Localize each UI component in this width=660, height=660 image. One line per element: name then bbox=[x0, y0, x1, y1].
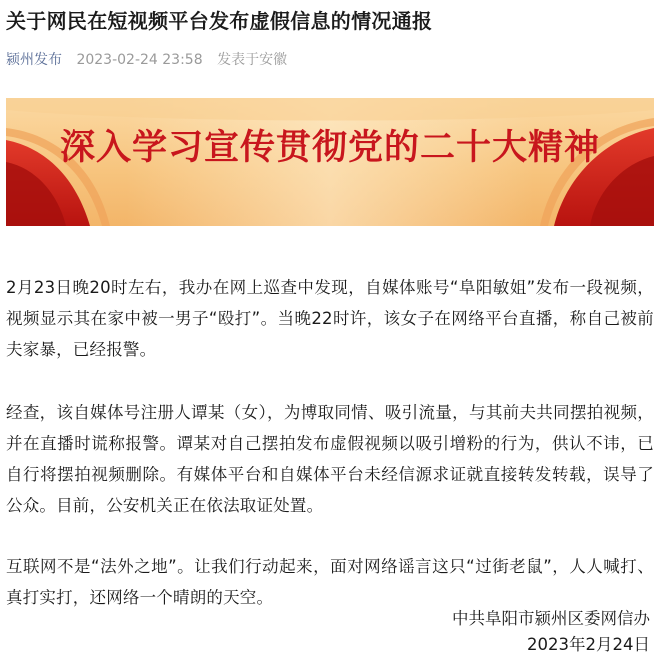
publish-location: 发表于安徽 bbox=[217, 52, 288, 68]
publish-time: 2023-02-24 23:58 bbox=[76, 52, 203, 68]
banner-slogan: 深入学习宣传贯彻党的二十大精神 bbox=[59, 127, 600, 168]
paragraph-2: 经查，该自媒体号注册人谭某（女），为博取同情、吸引流量，与其前夫共同摆拍视频，并在直播时谎称报警。谭某对自己摆拍发布虚假视频以吸引增粉的行为，供认不讳，已自行将摆拍视频删除。有媒体平台和自媒体平台未经信源求证就直接转发转载，误导了公众。目前，公安机关正在依法取证处置。 bbox=[6, 403, 654, 515]
article-title: 关于网民在短视频平台发布虚假信息的情况通报 bbox=[6, 9, 433, 33]
paragraph-1: 2月23日晚20时左右，我办在网上巡查中发现，自媒体账号“阜阳敏姐”发布一段视频，视频显示其在家中被一男子“殴打”。当晚22时许，该女子在网络平台直播，称自己被前夫家暴，已经报警。 bbox=[6, 278, 654, 359]
signature-date: 2023年2月24日 bbox=[527, 635, 650, 654]
signature-organization: 中共阜阳市颍州区委网信办 bbox=[452, 609, 650, 628]
article-body bbox=[6, 272, 654, 645]
banner-image bbox=[6, 98, 654, 226]
account-name-link[interactable]: 颍州发布 bbox=[6, 52, 62, 68]
article-meta bbox=[6, 50, 287, 70]
paragraph-3: 互联网不是“法外之地”。让我们行动起来，面对网络谣言这只“过街老鼠”，人人喊打、真打实打，还网络一个晴朗的天空。 bbox=[6, 557, 654, 607]
